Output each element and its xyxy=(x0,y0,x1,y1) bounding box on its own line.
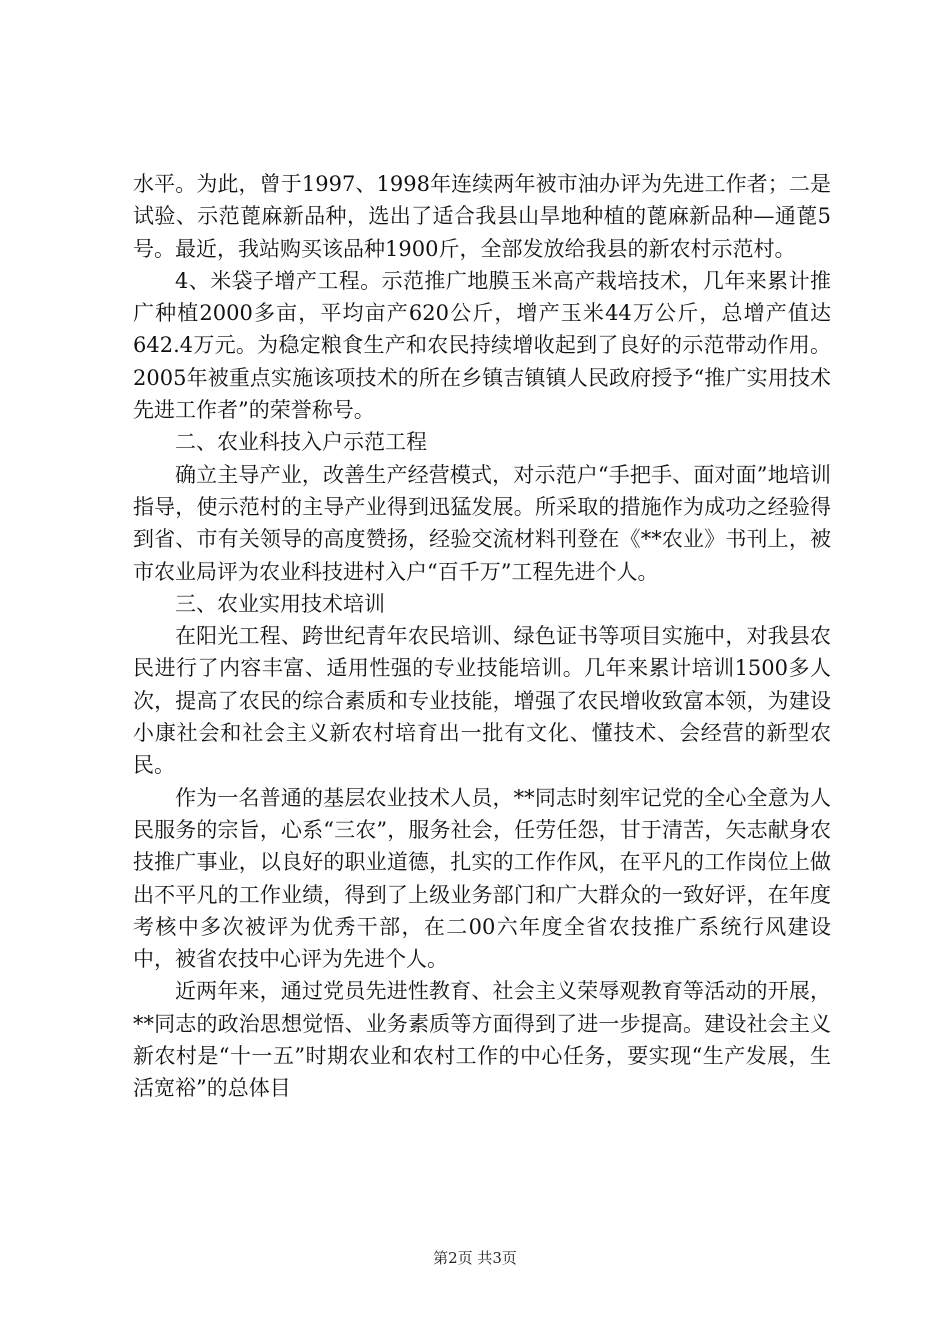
paragraph-recent-years: 近两年来，通过党员先进性教育、社会主义荣辱观教育等活动的开展，**同志的政治思想觉悟、业务素质等方面得到了进一步提高。建设社会主义新农村是“十一五”时期农业和农村工作的中心任务，要实现“生产发展，生活宽裕”的总体目 xyxy=(133,979,831,1101)
paragraph-training: 在阳光工程、跨世纪青年农民培训、绿色证书等项目实施中，对我县农民进行了内容丰富、适用性强的专业技能培训。几年来累计培训1500多人次，提高了农民的综合素质和专业技能，增强了农民增收致富本领，为建设小康社会和社会主义新农村培育出一批有文化、懂技术、会经营的新型农民。 xyxy=(133,624,831,778)
paragraph-tech-household: 确立主导产业，改善生产经营模式，对示范户“手把手、面对面”地培训指导，使示范村的主导产业得到迅猛发展。所采取的措施作为成功之经验得到省、市有关领导的高度赞扬，经验交流材料刊登在《**农业》书刊上，被市农业局评为农业科技进村入户“百千万”工程先进个人。 xyxy=(133,462,831,584)
paragraph-rice-bag-project: 4、米袋子增产工程。示范推广地膜玉米高产栽培技术，几年来累计推广种植2000多亩，平均亩产620公斤，增产玉米44万公斤，总增产值达642.4万元。为稳定粮食生产和农民持续增收起到了良好的示范带动作用。2005年被重点实施该项技术的所在乡镇吉镇镇人民政府授予“推广实用技术先进工作者”的荣誉称号。 xyxy=(133,268,831,423)
section-heading-training: 三、农业实用技术培训 xyxy=(175,591,385,616)
paragraph-continued: 水平。为此，曾于1997、1998年连续两年被市油办评为先进工作者；二是试验、示范蓖麻新品种，选出了适合我县山旱地种植的蓖麻新品种—通蓖5号。最近，我站购买该品种1900斤，全部发放给我县的新农村示范村。 xyxy=(133,172,831,261)
paragraph-technician-summary: 作为一名普通的基层农业技术人员，**同志时刻牢记党的全心全意为人民服务的宗旨，心系“三农”，服务社会，任劳任怨，甘于清苦，矢志献身农技推广事业，以良好的职业道德，扎实的工作作风，在平凡的工作岗位上做出不平凡的工作业绩，得到了上级业务部门和广大群众的一致好评，在年度考核中多次被评为优秀干部，在二00六年度全省农技推广系统行风建设中，被省农技中心评为先进个人。 xyxy=(133,785,831,972)
section-heading-tech-household: 二、农业科技入户示范工程 xyxy=(175,430,427,455)
document-body xyxy=(133,168,831,1105)
page-footer: 第2页 共3页 xyxy=(433,1249,517,1267)
